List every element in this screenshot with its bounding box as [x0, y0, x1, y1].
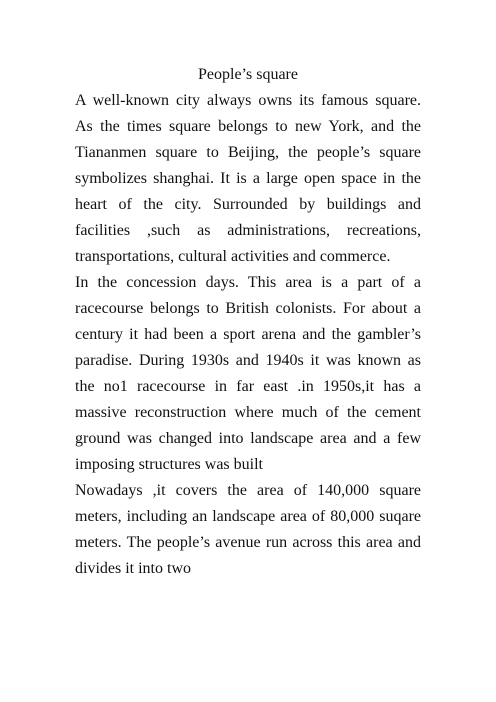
paragraph-intro: A well-known city always owns its famous square. As the times square belongs to new York, and the Tiananmen square to Beijing, the people’s square symbolizes shanghai. It is a large open space in the heart of the city. Surrounded by buildings and facilities ,such as administrations, recreations, transportations, cultural activities and commerce. — [75, 92, 421, 265]
paragraph-history: In the concession days. This area is a part of a racecourse belongs to British colonists. For about a century it had been a sport arena and the gambler’s paradise. During 1930s and 1940s it was known as the no1 racecourse in far east .in 1950s,it has a massive reconstruction where much of the cement ground was changed into landscape area and a few imposing structures was built — [75, 274, 421, 473]
document-body — [75, 62, 421, 582]
document-title: People’s square — [198, 66, 298, 83]
paragraph-nowadays: Nowadays ,it covers the area of 140,000 square meters, including an landscape area of 80,000 suqare meters. The people’s avenue run across this area and divides it into two — [75, 482, 421, 577]
